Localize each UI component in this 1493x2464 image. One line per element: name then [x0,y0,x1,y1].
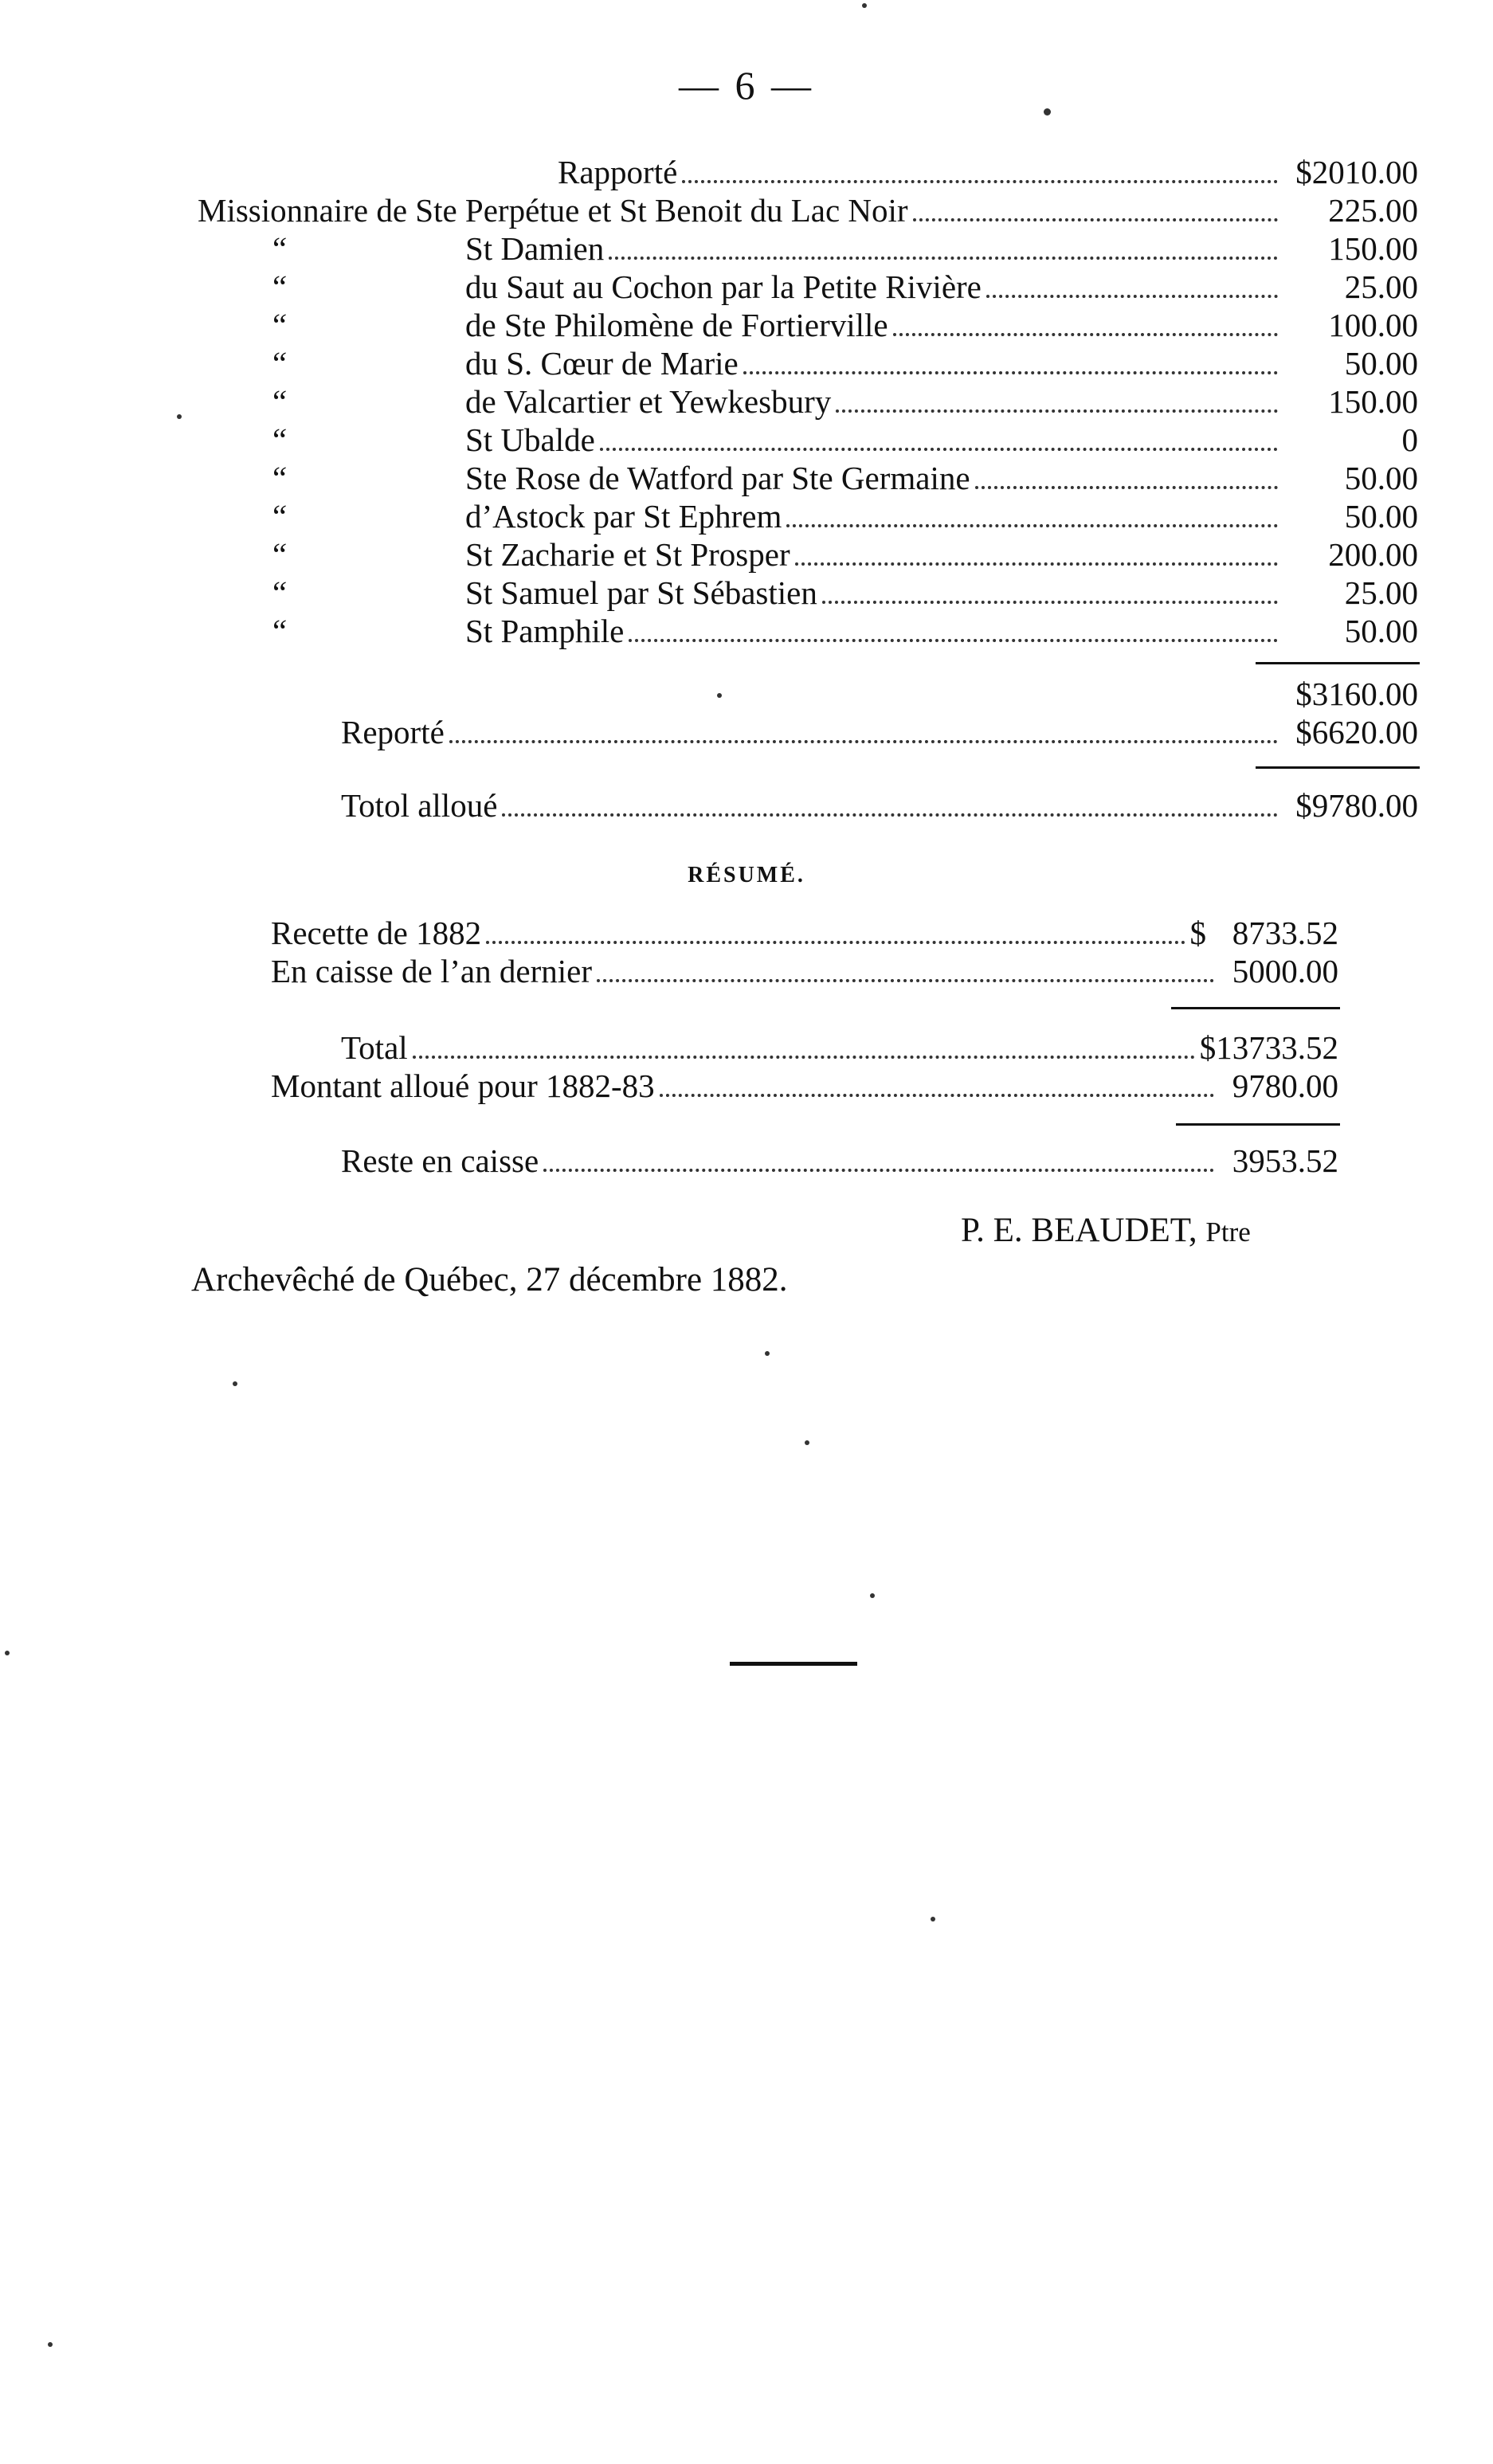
total-alloue-amount: $9780.00 [1295,787,1418,824]
dot-leader [486,941,1185,944]
recette-row [271,915,1338,952]
recette-label: Recette de 1882 [271,915,482,951]
mission-label: Ste Rose de Watford par Ste Germaine [465,460,970,496]
mission-amount: 25.00 [1344,574,1418,611]
dot-leader [913,218,1278,221]
ditto-mark: “ [269,383,288,420]
recette-currency: $ [1189,915,1206,951]
resume-total-rule [1171,1007,1340,1009]
en-caisse-row [271,953,1338,990]
montant-alloue-label: Montant alloué pour 1882-83 [271,1067,655,1104]
reporte-label: Reporté [341,714,445,750]
total-alloue-row [341,787,1418,825]
carried-forward-amount: $2010.00 [1295,154,1418,190]
ditto-mark: “ [269,268,288,305]
carried-forward-top-row [558,154,1418,191]
dot-leader [449,740,1278,743]
mission-row [269,307,1418,344]
scan-speck [765,1351,770,1356]
mission-label: du S. Cœur de Marie [465,345,739,382]
reporte-amount: $6620.00 [1295,714,1418,750]
ditto-mark: “ [269,345,288,382]
mission-amount: 0 [1401,421,1418,458]
dot-leader [795,562,1278,566]
mission-amount: 225.00 [1328,192,1418,229]
resume-total-label: Total [341,1029,408,1066]
mission-label: de Ste Philomène de Fortierville [465,307,888,343]
ditto-mark: “ [269,460,288,496]
dot-leader [502,813,1278,817]
mission-row [269,421,1418,459]
closing-rule [730,1662,857,1666]
mission-amount: 25.00 [1344,268,1418,305]
resume-total-row [341,1029,1338,1067]
ditto-mark: “ [269,574,288,611]
signature-name: P. E. BEAUDET, [961,1212,1197,1249]
scan-speck [862,3,867,8]
ditto-mark: “ [269,498,288,535]
scan-speck [1044,108,1051,116]
carried-forward-label: Rapporté [558,154,678,190]
total-alloue-label: Totol alloué [341,787,498,824]
dot-leader [660,1094,1214,1097]
subtotal-rule [1256,662,1420,664]
ditto-mark: “ [269,307,288,343]
scan-speck [931,1917,935,1921]
ditto-mark: “ [269,421,288,458]
mission-row [269,536,1418,574]
dot-leader [975,486,1278,489]
mission-row [269,574,1418,612]
dot-leader [682,180,1278,183]
subtotal-row [1115,676,1418,713]
mission-amount: 150.00 [1328,383,1418,420]
mission-amount: 50.00 [1344,498,1418,535]
mission-row [198,192,1418,229]
scan-speck [177,414,182,419]
mission-label: St Ubalde [465,421,595,458]
montant-alloue-amount: 9780.00 [1232,1067,1338,1104]
dot-leader [986,295,1278,298]
ditto-mark: “ [269,536,288,573]
dot-leader [743,371,1278,374]
dot-leader [836,409,1278,413]
dot-leader [786,524,1278,527]
mission-label: de Valcartier et Yewkesbury [465,383,832,420]
mission-row [269,268,1418,306]
resume-heading: RÉSUMÉ. [688,863,805,887]
en-caisse-amount: 5000.00 [1232,953,1338,989]
reste-amount: 3953.52 [1232,1142,1338,1179]
mission-amount: 50.00 [1344,460,1418,496]
scan-speck [233,1381,237,1386]
dot-leader [413,1056,1195,1059]
resume-total-amount: $13733.52 [1199,1029,1338,1066]
dot-leader [600,448,1278,451]
dot-leader [543,1169,1214,1172]
mission-row [269,230,1418,268]
mission-row [269,383,1418,421]
scan-speck [48,2342,53,2347]
dot-leader [822,601,1278,604]
ditto-mark: “ [269,230,288,267]
mission-label: St Damien [465,230,605,267]
mission-amount: 100.00 [1328,307,1418,343]
scan-speck [5,1651,10,1655]
reste-label: Reste en caisse [341,1142,539,1179]
signature-suffix: Ptre [1205,1216,1251,1248]
reste-row [341,1142,1338,1180]
place-date: Archevêché de Québec, 27 décembre 1882. [191,1261,788,1299]
recette-amount: 8733.52 [1232,915,1338,951]
mission-amount: 150.00 [1328,230,1418,267]
mission-label: du Saut au Cochon par la Petite Rivière [465,268,982,305]
total-rule [1256,766,1420,769]
mission-label: d’Astock par St Ephrem [465,498,782,535]
mission-amount: 200.00 [1328,536,1418,573]
page-number: — 6 — [679,63,814,108]
mission-label: St Samuel par St Sébastien [465,574,817,611]
scan-speck [717,693,722,698]
mission-row [269,460,1418,497]
dot-leader [629,639,1278,642]
mission-row [269,345,1418,382]
ditto-mark: “ [269,613,288,649]
mission-row [269,613,1418,650]
mission-row [269,498,1418,535]
dot-leader [893,333,1278,336]
scan-speck [805,1440,809,1445]
mission-label: St Zacharie et St Prosper [465,536,790,573]
reste-rule [1176,1123,1340,1126]
mission-label: St Pamphile [465,613,625,649]
montant-alloue-row [271,1067,1338,1105]
mission-amount: 50.00 [1344,613,1418,649]
mission-label: Missionnaire de Ste Perpétue et St Benoit du Lac Noir [198,192,908,229]
reporte-row [341,714,1418,751]
subtotal-amount: $3160.00 [1295,676,1418,712]
scan-speck [870,1593,875,1598]
en-caisse-label: En caisse de l’an dernier [271,953,592,989]
mission-amount: 50.00 [1344,345,1418,382]
dot-leader [597,979,1214,982]
dot-leader [609,257,1278,260]
signature [961,1211,1251,1250]
